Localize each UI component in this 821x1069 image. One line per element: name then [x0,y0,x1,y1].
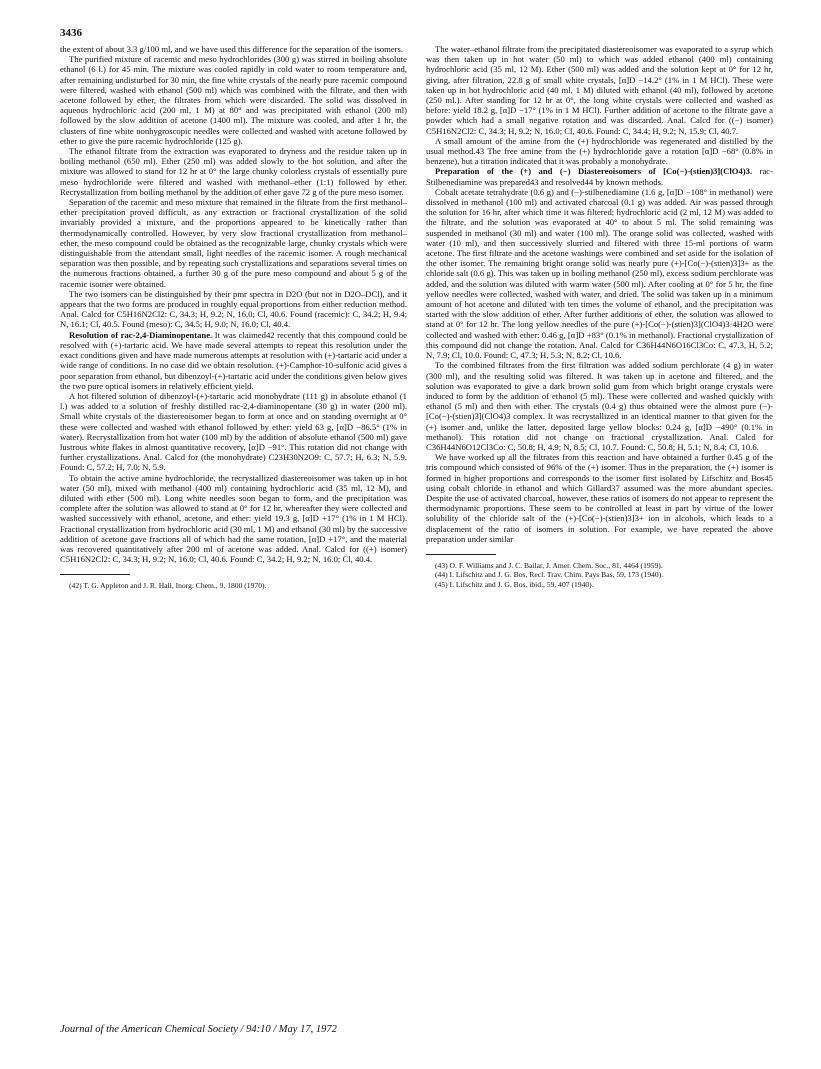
footnote: (44) I. Lifschitz and J. G. Bos, Recl. Trav. Chim. Pays Bas, 59, 173 (1940). [435,570,664,580]
body-paragraph: Cobalt acetate tetrahydrate (0.6 g) and (−)-stilbenediamine (1.6 g, [α]D −108° in methanol) were dissolved in methanol (100 ml) and activated charcoal (0.1 g) was added. Air was passed through the solution for 16 hr, after which time it was filtered; hydrochloric acid (2 ml, 12 M) was added to the filtrate, and the solution was evaporated at 40° to about 5 ml. The solid remaining was suspended in methanol (30 ml) and water (100 ml). The orange solid was collected, washed with water (10 ml), and then successively slurried and filtered with three 15-ml portions of warm acetone. The first filtrate and the acetone washings were combined and set aside for the isolation of the other isomer. The remaining bright orange solid was nearly pure (+)-[Co(−)-(stien)3]3+ as the chloride salt (0.6 g). This was taken up in boiling methanol (250 ml), excess sodium perchlorate was added, and the solution was diluted with warm water (500 ml). After cooling at 0° for 5 hr, the fine yellow needles were collected, washed with water, and dried. The solid was taken up in a minimum amount of hot acetone and diluted with ten times the volume of ethanol, and the precipitation was started with the slow addition of ether. After further additions of ether, the solution was allowed to stand at 0° for 12 hr. The long yellow needles of the pure (+)-[Co(−)-(stien)3](ClO4)3·4H2O were collected and washed with ether: 0.46 g, [α]D +83° (0.1% in methanol). Fractional crystallization of this compound did not change the rotation. Anal. Calcd for C36H44N6O16Cl3Co: C, 47.3, H, 5.2; N, 7.9; Cl, 10.0. Found: C, 47.3; H, 5.3; N, 8.2; Cl, 10.6. [426,186,773,361]
section-heading-resolution: Resolution of rac-2,4-Diaminopentane. [69,329,213,340]
right-column [426,44,773,589]
footnote: (45) I. Lifschitz and J. G. Bos, ibid., 59, 407 (1940). [435,579,594,589]
body-paragraph: The purified mixture of racemic and meso hydrochlorides (300 g) was stirred in boiling absolute ethanol (6 l.) for 45 min. The mixture was cooled rapidly in cold water to room temperature and, after remaining undisturbed for 30 min, the fine white crystals of the nearly pure racemic compound were filtered, washed with ethanol (500 ml) which was combined with the filtrate, and then with acetone followed by ether, the filtrates from which were discarded. The solid was dissolved in aqueous hydrochloric acid (200 ml, 1 M) at 80° and was precipitated with ethanol (200 ml) followed by the slow addition of acetone (1400 ml). The mixture was cooled, and after 1 hr, the clusters of fine white nonhygroscopic needles were collected and washed with acetone followed by ether to give the pure racemic hydrochloride (125 g). [60,54,407,146]
body-paragraph: To the combined filtrates from the first filtration was added sodium perchlorate (4 g) in water (300 ml), and the resulting solid was filtered. It was taken up in acetone and filtered, and the solution was evaporated to give a dark brown solid gum from which bright orange crystals were induced to form by the addition of ethanol (5 ml). These were collected and washed quickly with ethanol (5 ml) and then with ether. The crystals (0.4 g) thus obtained were the almost pure (−)-[Co(−)-(stien)3](ClO4)3 complex. It was recrystallized in an identical manner to that given for the (+) isomer and, unlike the latter, deposited large yellow blocks: 0.24 g, [α]D −490° (0.1% in methanol). This rotation did not change on fractional crystallization. Anal. Calcd for C36H44N6O12Cl3Co: C, 50.8; H, 4.9; N, 8.5; Cl, 10.7. Found: C, 50.8; H, 5.1; N, 8.4; Cl, 10.6. [426,360,773,452]
footnote: (42) T. G. Appleton and J. R. Hall, Inorg. Chem., 9, 1800 (1970). [69,581,267,591]
journal-footer: Journal of the American Chemical Society / 94:10 / May 17, 1972 [60,1024,337,1035]
section-body: rac-Stilbenediamine was prepared43 and resolved44 by known methods. [426,166,773,187]
body-paragraph: The water–ethanol filtrate from the precipitated diastereoisomer was evaporated to a syrup which was then taken up in hot water (50 ml) to which was added ethanol (400 ml) containing hydrochloric acid (35 ml, 12 M). Ether (500 ml) was added and the solution kept at 0° for 12 hr, giving, after filtration, 22.8 g of small white crystals, [α]D −14.2° (1% in 1 M HCl). These were taken up in hot hydrochloric acid (40 ml, 1 M) diluted with ethanol (40 ml), followed by acetone (250 ml.). After standing for 12 hr at 0°, the long white crystals were collected and washed as before: yield 18.2 g, [α]D −17° (1% in 1 M HCl). Further addition of acetone to the filtrate gave a powder which had a small negative rotation and was discarded. Anal. Calcd for ((−) isomer) C5H16N2Cl2: C, 34.3; H, 9.2; N, 16.0; Cl, 40.6. Found: C, 34.4; H, 9.2; N, 15.9; Cl, 40.7. [426,44,773,136]
body-paragraph: We have worked up all the filtrates from this reaction and have obtained a further 0.45 g of the tris compound which consisted of 96% of the (+) isomer. Thus in the preparation, the (+) isomer is formed in higher proportions and corresponds to the isomer first isolated by Lifschitz and Bos45 using cobalt chloride in ethanol and which Gillard37 assumed was the more abundant species. Despite the use of activated charcoal, however, these ratios of isomers do not appear to represent the thermodynamic proportions. These seem to be controlled at least in part by virtue of the lower solubility of the chloride salt of the (+)-[Co(−)-(stien)3]3+ ion in alcohols, which leads to a displacement of the ratio of isomers in solution. For example, we have repeated the above preparation under similar [426,452,773,544]
body-paragraph: Separation of the racemic and meso mixture that remained in the filtrate from the first methanol–ether precipitation proved difficult, as any extraction or fractional crystallization of the solid invariably provided a mixture, and the proportions appeared to be kinetically rather than thermodynamically controlled. However, by very slow fractional crystallization from methanol–ether, the meso compound could be obtained as the recognizable large, chunky crystals which were distinguishable from the attendant small, light needles of the racemic isomer. A rough mechanical separation was then possible, and by repeating such crystallizations and separations several times on the numerous fractions obtained, a further 30 g of the pure meso compound and about 5 g of the racemic isomer were obtained. [60,197,407,289]
body-paragraph: The ethanol filtrate from the extraction was evaporated to dryness and the residue taken up in boiling methanol (650 ml). Ether (250 ml) was added slowly to the hot solution, and after the mixture was allowed to stand for 12 hr at 0° the large chunky colorless crystals of essentially pure meso hydrochloride were filtered and washed with methanol–ether (1:1) followed by ether. Recrystallization from boiling methanol by the addition of ether gave 72 g of the pure meso isomer. [60,146,407,197]
footnote-rule [426,554,496,555]
section-body: It was claimed42 recently that this compound could be resolved with (+)-tartaric acid. We have made several attempts to repeat this resolution under the exact conditions given and have made numerous attempts at resolution with (+)-tartaric acid under a wide range of conditions. In no case did we obtain resolution. (+)-Camphor-10-sulfonic acid gives a poor separation from ethanol, but dibenzoyl-(+)-tartaric acid under the conditions given below gives the two pure optical isomers in relatively efficient yield. [60,329,407,391]
section-heading-preparation: Preparation of the (+) and (−) Diastereoisomers of [Co(−)-(stien)3](ClO4)3. [435,166,753,177]
body-paragraph: The two isomers can be distinguished by their pmr spectra in D2O (but not in D2O–DCl), and it appears that the two forms are produced in roughly equal proportions from either reduction method. Anal. Calcd for C5H16N2Cl2: C, 34.3; H, 9.2; N, 16.0; Cl, 40.6. Found (racemic): C, 34.2; H, 9.4; N, 16.1; Cl, 40.5. Found (meso): C, 34.5; H, 9.0; N, 16.0; Cl, 40.4. [60,288,407,330]
page-number: 3436 [60,27,82,39]
footnote-rule [60,574,130,575]
footnote: (43) O. F. Williams and J. C. Bailar, J. Amer. Chem. Soc., 81, 4464 (1959). [435,560,663,570]
body-paragraph: A small amount of the amine from the (+) hydrochloride was regenerated and distilled by the usual method.43 The free amine from the (+) hydrochloride gave a rotation [α]D −68° (0.8% in benzene), but a titration indicated that it was probably a monohydrate. [426,135,773,167]
section-paragraph [60,330,407,391]
body-paragraph: the extent of about 3.3 g/100 ml, and we have used this difference for the separation of the isomers. [60,44,404,54]
section-paragraph [426,166,773,186]
body-paragraph: A hot filtered solution of dibenzoyl-(+)-tartaric acid monohydrate (111 g) in absolute ethanol (1 l.) was added to a solution of freshly distilled rac-2,4-diaminopentane (30 g) in water (200 ml). Small white crystals of the diastereoisomer began to form at once and on standing overnight at 0° these were collected and washed with ethanol followed by ether: yield 63 g, [α]D −86.5° (1% in water). Recrystallization from hot water (100 ml) by the addition of absolute ethanol (500 ml) gave lustrous white flakes in almost quantitative recovery, [α]D −91°. This rotation did not change with further crystallizations. Anal. Calcd for (the monohydrate) C23H30N2O9: C, 57.7; H, 6.3; N, 5.9. Found: C, 57.2; H, 7.0; N, 5.9. [60,390,407,473]
body-paragraph: To obtain the active amine hydrochloride, the recrystallized diastereoisomer was taken up in hot water (50 ml), mixed with methanol (400 ml) containing hydrochloric acid (35 ml, 12 M), and diluted with ether (500 ml). Long white needles soon began to form, and the precipitation was complete after the solution was allowed to stand at 0° for 12 hr, whereafter they were collected and washed successively with ethanol, acetone, and ether: yield 19.3 g, [α]D +17° (1% in 1 M HCl). Fractional crystallization from hydrochloric acid (30 ml, 1 M) and ethanol (30 ml) by the successive addition of acetone gave fractions all of which had the same rotation, [α]D +17°, and the material was recovered quantitatively after 200 ml of acetone was added. Anal. Calcd for ((+) isomer) C5H16N2Cl2: C, 34.3; H, 9.2; N, 16.0; Cl, 40.6. Found: C, 34.2; H, 9.2; N, 16.0; Cl, 40.4. [60,472,407,565]
left-column [60,44,407,591]
